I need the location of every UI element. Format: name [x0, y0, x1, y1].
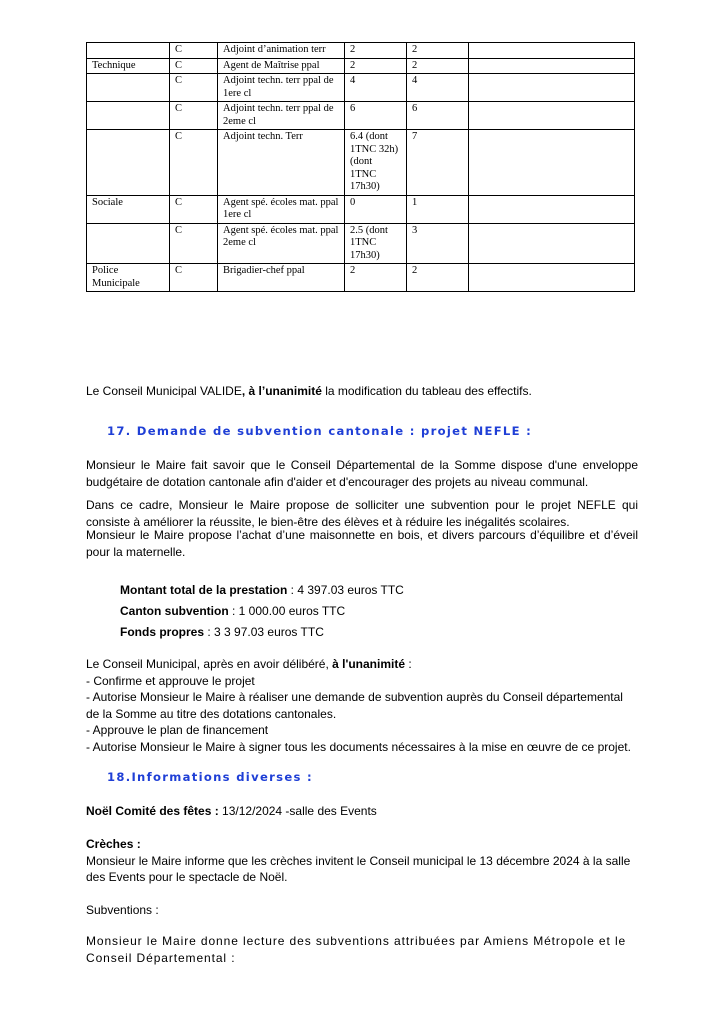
decision-colon: : — [405, 657, 412, 671]
creches-title: Crèches : — [86, 837, 141, 851]
value-cell: 6 — [407, 102, 469, 130]
budget-value: : 1 000.00 euros TTC — [228, 604, 346, 618]
subventions-text: Monsieur le Maire donne lecture des subventions attribuées par Amiens Métropole et le Conseil Départemental : — [86, 934, 627, 965]
creches-block — [86, 836, 638, 886]
category-cell: C — [170, 102, 218, 130]
validation-text-end: la modification du tableau des effectifs. — [321, 384, 532, 398]
category-cell: C — [170, 223, 218, 264]
grade-cell: Brigadier-chef ppal — [218, 264, 345, 292]
budget-label: Fonds propres — [120, 625, 205, 639]
budget-value: : 3 3 97.03 euros TTC — [204, 625, 324, 639]
filiere-cell: Technique — [87, 58, 170, 74]
category-cell: C — [170, 130, 218, 196]
validation-bold: , à l’unanimité — [241, 384, 322, 398]
decision-intro — [86, 656, 638, 673]
grade-cell: Agent spé. écoles mat. ppal 1ere cl — [218, 195, 345, 223]
value-cell: 2 — [345, 43, 407, 59]
empty-cell — [469, 43, 635, 59]
empty-cell — [469, 195, 635, 223]
budget-line-fonds-propres — [120, 624, 324, 641]
table-row — [87, 58, 635, 74]
budget-value: : 4 397.03 euros TTC — [287, 583, 404, 597]
grade-cell: Agent de Maîtrise ppal — [218, 58, 345, 74]
decision-paragraph — [86, 656, 638, 755]
grade-cell: Agent spé. écoles mat. ppal 2eme cl — [218, 223, 345, 264]
value-cell: 2 — [407, 264, 469, 292]
filiere-cell — [87, 223, 170, 264]
value-cell: 4 — [345, 74, 407, 102]
filiere-cell — [87, 74, 170, 102]
staff-table-body — [87, 43, 635, 292]
value-cell: 6.4 (dont 1TNC 32h) (dont 1TNC 17h30) — [345, 130, 407, 196]
noel-label: Noël Comité des fêtes : — [86, 804, 219, 818]
budget-line-total — [120, 582, 404, 599]
empty-cell — [469, 74, 635, 102]
staff-table — [86, 42, 635, 292]
category-cell: C — [170, 264, 218, 292]
decision-text: Le Conseil Municipal, après en avoir délibéré, — [86, 657, 333, 671]
budget-label: Montant total de la prestation — [120, 583, 288, 597]
category-cell: C — [170, 58, 218, 74]
category-cell: C — [170, 74, 218, 102]
noel-line — [86, 803, 638, 820]
budget-label: Canton subvention — [120, 604, 229, 618]
value-cell: 0 — [345, 195, 407, 223]
validation-statement — [86, 383, 638, 400]
filiere-cell — [87, 43, 170, 59]
value-cell: 1 — [407, 195, 469, 223]
decision-item: - Approuve le plan de financement — [86, 723, 269, 737]
empty-cell — [469, 264, 635, 292]
empty-cell — [469, 223, 635, 264]
filiere-cell: Police Municipale — [87, 264, 170, 292]
validation-text: Le Conseil Municipal VALIDE — [86, 384, 242, 398]
value-cell: 6 — [345, 102, 407, 130]
empty-cell — [469, 58, 635, 74]
category-cell: C — [170, 43, 218, 59]
grade-cell: Adjoint techn. terr ppal de 2eme cl — [218, 102, 345, 130]
section-17-heading: 17. Demande de subvention cantonale : projet NEFLE : — [107, 424, 533, 438]
table-row — [87, 195, 635, 223]
table-row — [87, 74, 635, 102]
section-18-heading: 18.Informations diverses : — [107, 770, 313, 784]
empty-cell — [469, 102, 635, 130]
section-17-paragraph-2: Dans ce cadre, Monsieur le Maire propose de solliciter une subvention pour le projet NEFLE qui consiste à améliorer la réussite, le bien-être des élèves et à réduire les inégalités scolaires. — [86, 498, 638, 529]
empty-cell — [469, 130, 635, 196]
category-cell: C — [170, 195, 218, 223]
value-cell: 2 — [345, 264, 407, 292]
table-row — [87, 264, 635, 292]
table-row — [87, 130, 635, 196]
value-cell: 2 — [407, 43, 469, 59]
grade-cell: Adjoint techn. terr ppal de 1ere cl — [218, 74, 345, 102]
value-cell: 7 — [407, 130, 469, 196]
subventions-title: Subventions : — [86, 903, 159, 917]
table-row — [87, 223, 635, 264]
filiere-cell: Sociale — [87, 195, 170, 223]
value-cell: 4 — [407, 74, 469, 102]
decision-item: - Confirme et approuve le projet — [86, 673, 255, 688]
filiere-cell — [87, 130, 170, 196]
table-row — [87, 43, 635, 59]
value-cell: 2.5 (dont 1TNC 17h30) — [345, 223, 407, 264]
decision-item: - Autorise Monsieur le Maire à signer tous les documents nécessaires à la mise en œuvre de ce projet. — [86, 739, 631, 754]
budget-line-subvention — [120, 603, 345, 620]
filiere-cell — [87, 102, 170, 130]
section-17-paragraph-1: Monsieur le Maire fait savoir que le Conseil Départemental de la Somme dispose d'une enveloppe budgétaire de dotation cantonale afin d'aider et d'encourager des projets au niveau communal. — [86, 458, 638, 489]
table-row — [87, 102, 635, 130]
decision-item: - Autorise Monsieur le Maire à réaliser une demande de subvention auprès du Conseil départemental de la Somme au titre des dotations cantonales. — [86, 690, 623, 721]
creches-text: Monsieur le Maire informe que les crèches invitent le Conseil municipal le 13 décembre 2024 à la salle des Events pour le spectacle de Noël. — [86, 853, 631, 884]
value-cell: 2 — [345, 58, 407, 74]
decision-bold: à l'unanimité — [332, 657, 406, 671]
grade-cell: Adjoint d’animation terr — [218, 43, 345, 59]
grade-cell: Adjoint techn. Terr — [218, 130, 345, 196]
value-cell: 3 — [407, 223, 469, 264]
section-17-paragraph-3: Monsieur le Maire propose l’achat d’une maisonnette en bois, et divers parcours d’équilibre et d’éveil pour la maternelle. — [86, 528, 638, 559]
noel-value: 13/12/2024 -salle des Events — [218, 804, 377, 818]
value-cell: 2 — [407, 58, 469, 74]
